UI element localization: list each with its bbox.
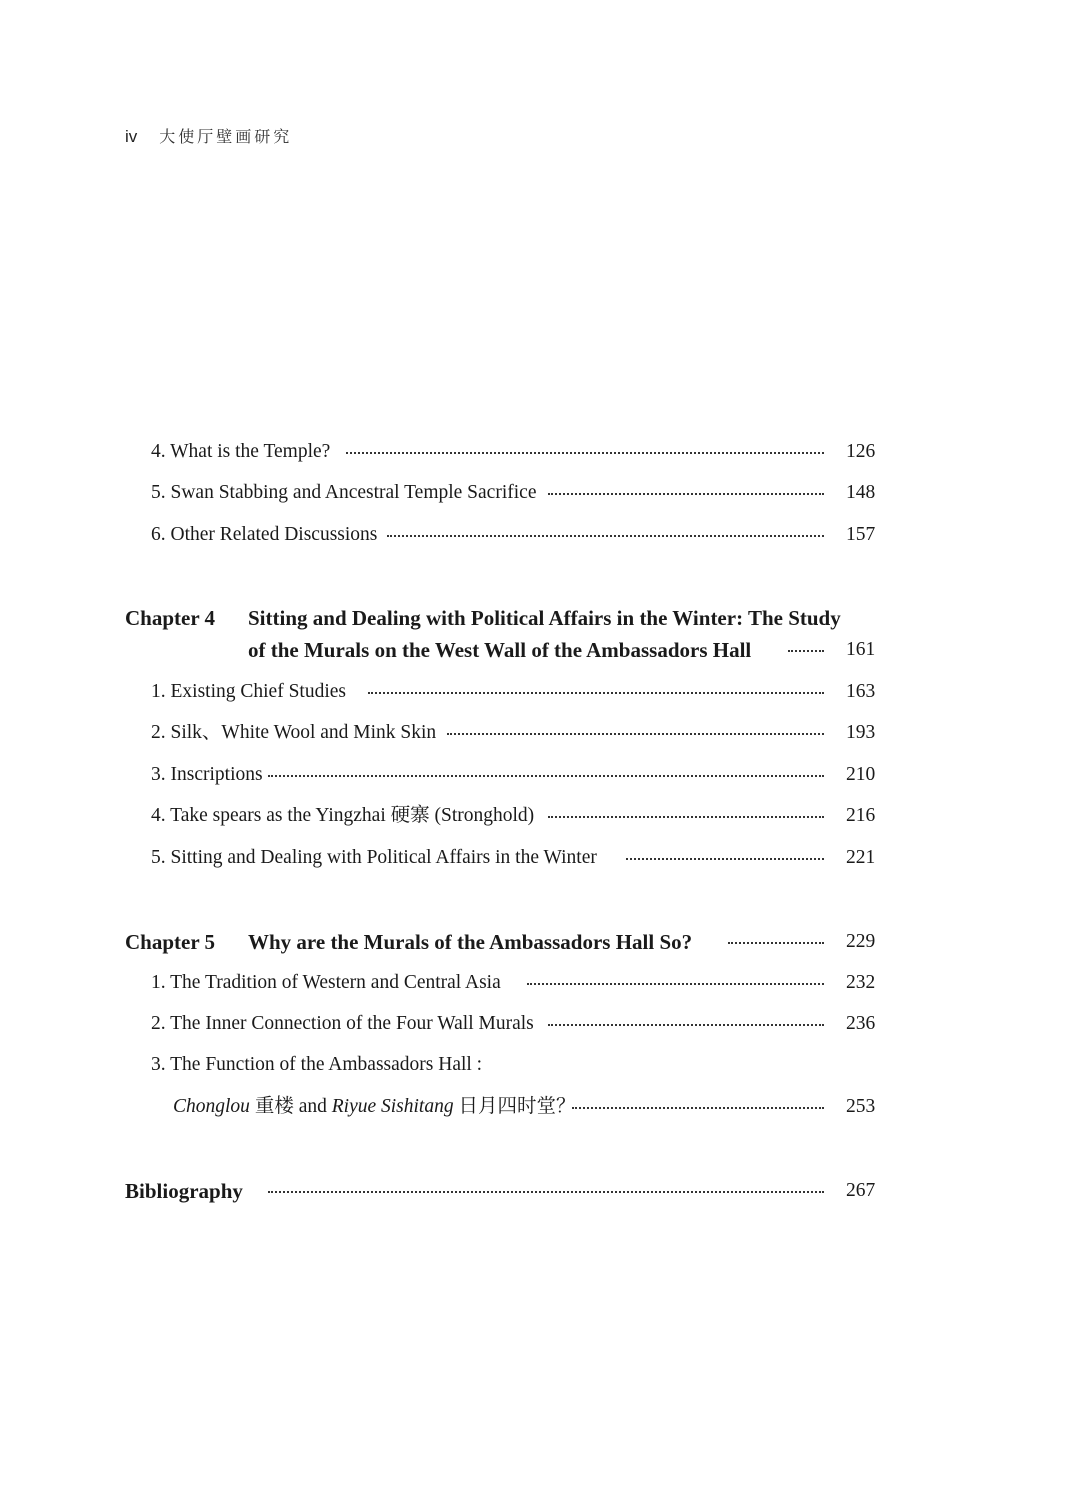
toc-entry-page: 157 <box>846 524 876 545</box>
dot-leader <box>572 1107 824 1109</box>
bibliography-entry[interactable] <box>0 1181 1071 1213</box>
dot-leader <box>268 1191 824 1193</box>
toc-entry-page: 163 <box>846 681 876 702</box>
dot-leader <box>548 816 824 818</box>
chapter-4-label: Chapter 4 <box>125 606 216 630</box>
toc-entry[interactable] <box>0 682 1071 714</box>
toc-entry[interactable] <box>0 848 1071 880</box>
toc-entry-page: 193 <box>846 722 876 743</box>
toc-entry-label: 1. Existing Chief Studies <box>151 681 346 702</box>
dot-leader <box>268 775 824 777</box>
page-number: iv <box>125 127 138 146</box>
dot-leader <box>346 452 824 454</box>
italic-term-chonglou: Chonglou <box>173 1096 250 1117</box>
toc-entry-page: 232 <box>846 972 876 993</box>
chapter-5-page: 229 <box>846 931 876 952</box>
toc-entry[interactable] <box>0 483 1071 515</box>
toc-entry[interactable] <box>0 442 1071 474</box>
bibliography-label: Bibliography <box>125 1179 243 1203</box>
toc-entry[interactable] <box>0 525 1071 557</box>
chapter-4-page: 161 <box>846 639 876 660</box>
toc-entry-label-line2 <box>173 1097 575 1117</box>
dot-leader <box>548 1024 824 1026</box>
toc-entry-label: 3. Inscriptions <box>151 764 263 785</box>
chapter-5-label: Chapter 5 <box>125 930 216 954</box>
chinese-term-chonglou: 重楼 <box>254 1096 294 1117</box>
toc-entry-label: 4. What is the Temple? <box>151 441 331 462</box>
toc-entry-label: 1. The Tradition of Western and Central Asia <box>151 972 501 993</box>
running-header <box>125 124 292 147</box>
dot-leader <box>527 983 824 985</box>
toc-entry-label: 2. The Inner Connection of the Four Wall Murals <box>151 1013 534 1034</box>
toc-entry-page: 216 <box>846 805 876 826</box>
bibliography-page: 267 <box>846 1180 876 1201</box>
conjunction-text: and <box>298 1096 327 1117</box>
toc-entry-label: 5. Swan Stabbing and Ancestral Temple Sacrifice <box>151 482 537 503</box>
toc-entry[interactable] <box>0 806 1071 838</box>
toc-entry-label: 4. Take spears as the Yingzhai 硬寨 (Stronghold) <box>151 805 535 826</box>
toc-entry[interactable] <box>0 765 1071 797</box>
toc-entry-page: 210 <box>846 764 876 785</box>
toc-entry[interactable] <box>0 973 1071 1005</box>
toc-entry-page: 126 <box>846 441 876 462</box>
chapter-4-title-line2: of the Murals on the West Wall of the Ambassadors Hall <box>248 638 752 662</box>
dot-leader <box>728 942 824 944</box>
toc-entry-label: 6. Other Related Discussions <box>151 524 378 545</box>
chapter-5-title: Why are the Murals of the Ambassadors Hall So? <box>248 930 693 954</box>
toc-entry-label: 5. Sitting and Dealing with Political Affairs in the Winter <box>151 847 597 868</box>
italic-term-riyue: Riyue Sishitang <box>331 1096 454 1117</box>
chinese-term-riyue: 日月四时堂？ <box>458 1096 576 1117</box>
chapter-5-heading[interactable] <box>0 932 1071 964</box>
toc-entry-label: 2. Silk、White Wool and Mink Skin <box>151 722 437 743</box>
dot-leader <box>368 692 824 694</box>
toc-entry-page: 253 <box>846 1096 876 1117</box>
dot-leader <box>548 493 824 495</box>
toc-entry[interactable] <box>0 1014 1071 1046</box>
toc-entry-page: 148 <box>846 482 876 503</box>
toc-entry[interactable] <box>0 723 1071 755</box>
chapter-4-title-line1: Sitting and Dealing with Political Affairs in the Winter: The Study <box>248 606 841 630</box>
toc-entry-page: 221 <box>846 847 876 868</box>
dot-leader <box>788 650 824 652</box>
dot-leader <box>626 858 824 860</box>
toc-entry-page: 236 <box>846 1013 876 1034</box>
toc-entry-label-line1: 3. The Function of the Ambassadors Hall : <box>151 1054 483 1075</box>
dot-leader <box>447 733 824 735</box>
dot-leader <box>387 535 824 537</box>
book-title: 大使厅壁画研究 <box>159 127 293 146</box>
